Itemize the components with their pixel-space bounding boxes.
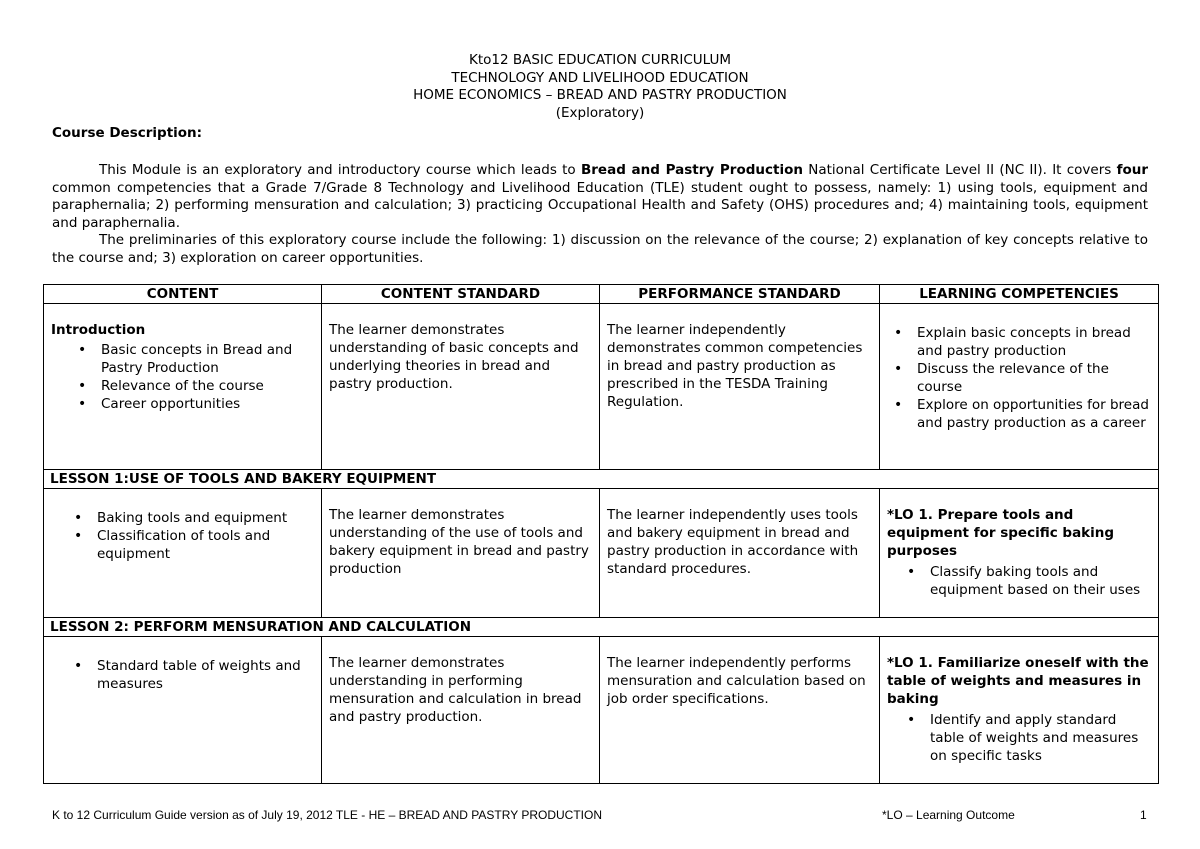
content-list <box>51 341 314 413</box>
desc-text: This Module is an exploratory and introductory course which leads to <box>99 162 581 178</box>
cell-text: The learner demonstrates understanding of the use of tools and bakery equipment in bread and pastry production <box>329 507 589 577</box>
list-item: • Classify baking tools and equipment based on their uses <box>930 563 1151 599</box>
table-row <box>44 637 1159 784</box>
content-standard-cell <box>322 304 600 470</box>
lesson-title: LESSON 2: PERFORM MENSURATION AND CALCULATION <box>44 618 1159 637</box>
course-description-label: Course Description: <box>52 125 203 141</box>
competencies-list <box>887 324 1151 432</box>
lesson-row <box>44 618 1159 637</box>
column-header: CONTENT STANDARD <box>322 285 600 304</box>
desc-text: The preliminaries of this exploratory course include the following: 1) discussion on the relevance of the course; 2) explanation of key concepts relative to the course and; 3) exploration on career opportunities. <box>52 232 1148 266</box>
column-header: PERFORMANCE STANDARD <box>600 285 880 304</box>
list-item: • Explain basic concepts in bread and pastry production <box>917 324 1151 360</box>
header-line-3: HOME ECONOMICS – BREAD AND PASTRY PRODUCTION <box>413 87 787 103</box>
list-item: • Discuss the relevance of the course <box>917 360 1151 396</box>
list-item: • Relevance of the course <box>101 377 314 395</box>
learning-outcome: *LO 1. Familiarize oneself with the table of weights and measures in baking <box>887 655 1149 707</box>
document-header <box>0 52 1200 122</box>
performance-standard-cell <box>600 304 880 470</box>
footer-legend: *LO – Learning Outcome <box>882 808 1015 822</box>
course-description-paragraph-2 <box>52 232 1148 267</box>
performance-standard-cell <box>600 489 880 618</box>
table-row <box>44 489 1159 618</box>
curriculum-table <box>43 284 1159 784</box>
content-standard-cell <box>322 489 600 618</box>
content-cell <box>44 637 322 784</box>
desc-text: common competencies that a Grade 7/Grade 8 Technology and Livelihood Education (TLE) student ought to possess, namely: 1) using tools, equipment and paraphernalia; 2) performing mensuration and calculation; 3) practicing Occupational Health and Safety (OHS) procedures and; 4) maintaining tools, equipment and paraphernalia. <box>52 179 1148 231</box>
competencies-cell <box>880 489 1159 618</box>
cell-text: The learner independently demonstrates common competencies in bread and pastry production as prescribed in the TESDA Training Regulation. <box>607 322 863 410</box>
list-item: • Standard table of weights and measures <box>97 657 314 693</box>
table-row <box>44 304 1159 470</box>
lesson-title: LESSON 1:USE OF TOOLS AND BAKERY EQUIPMENT <box>44 470 1159 489</box>
header-line-2: TECHNOLOGY AND LIVELIHOOD EDUCATION <box>451 69 749 86</box>
footer-left: K to 12 Curriculum Guide version as of July 19, 2012 TLE - HE – BREAD AND PASTRY PRODUCTION <box>52 808 602 822</box>
content-list <box>51 509 314 563</box>
section-title: Introduction <box>51 322 146 338</box>
list-item: • Classification of tools and equipment <box>97 527 314 563</box>
list-item: • Baking tools and equipment <box>97 509 314 527</box>
content-cell <box>44 489 322 618</box>
competencies-cell <box>880 304 1159 470</box>
desc-bold-text: four <box>1116 162 1149 178</box>
list-item: • Identify and apply standard table of weights and measures on specific tasks <box>930 711 1151 765</box>
content-list <box>51 657 314 693</box>
desc-bold-text: Bread and Pastry Production <box>580 162 803 178</box>
cell-text: The learner independently uses tools and bakery equipment in bread and pastry production in accordance with standard procedures. <box>607 507 859 577</box>
learning-outcome: *LO 1. Prepare tools and equipment for specific baking purposes <box>887 507 1115 559</box>
content-cell <box>44 304 322 470</box>
column-header: LEARNING COMPETENCIES <box>880 285 1159 304</box>
header-line-1: Kto12 BASIC EDUCATION CURRICULUM <box>468 52 732 68</box>
cell-text: The learner independently performs mensuration and calculation based on job order specifications. <box>607 655 866 707</box>
competencies-list <box>887 711 1151 765</box>
cell-text: The learner demonstrates understanding in performing mensuration and calculation in bread and pastry production. <box>329 655 582 725</box>
lesson-row <box>44 470 1159 489</box>
list-item: • Career opportunities <box>101 395 314 413</box>
page-number: 1 <box>1140 808 1147 822</box>
course-description-paragraph-1 <box>52 162 1148 232</box>
content-standard-cell <box>322 637 600 784</box>
column-header: CONTENT <box>44 285 322 304</box>
header-line-4: (Exploratory) <box>555 104 645 121</box>
table-header-row <box>44 285 1159 304</box>
list-item: • Explore on opportunities for bread and pastry production as a career <box>917 396 1151 432</box>
cell-text: The learner demonstrates understanding of basic concepts and underlying theories in bread and pastry production. <box>329 322 579 392</box>
performance-standard-cell <box>600 637 880 784</box>
competencies-list <box>887 563 1151 599</box>
competencies-cell <box>880 637 1159 784</box>
list-item: • Basic concepts in Bread and Pastry Production <box>101 341 314 377</box>
desc-text: National Certificate Level II (NC II). It covers <box>802 162 1117 178</box>
